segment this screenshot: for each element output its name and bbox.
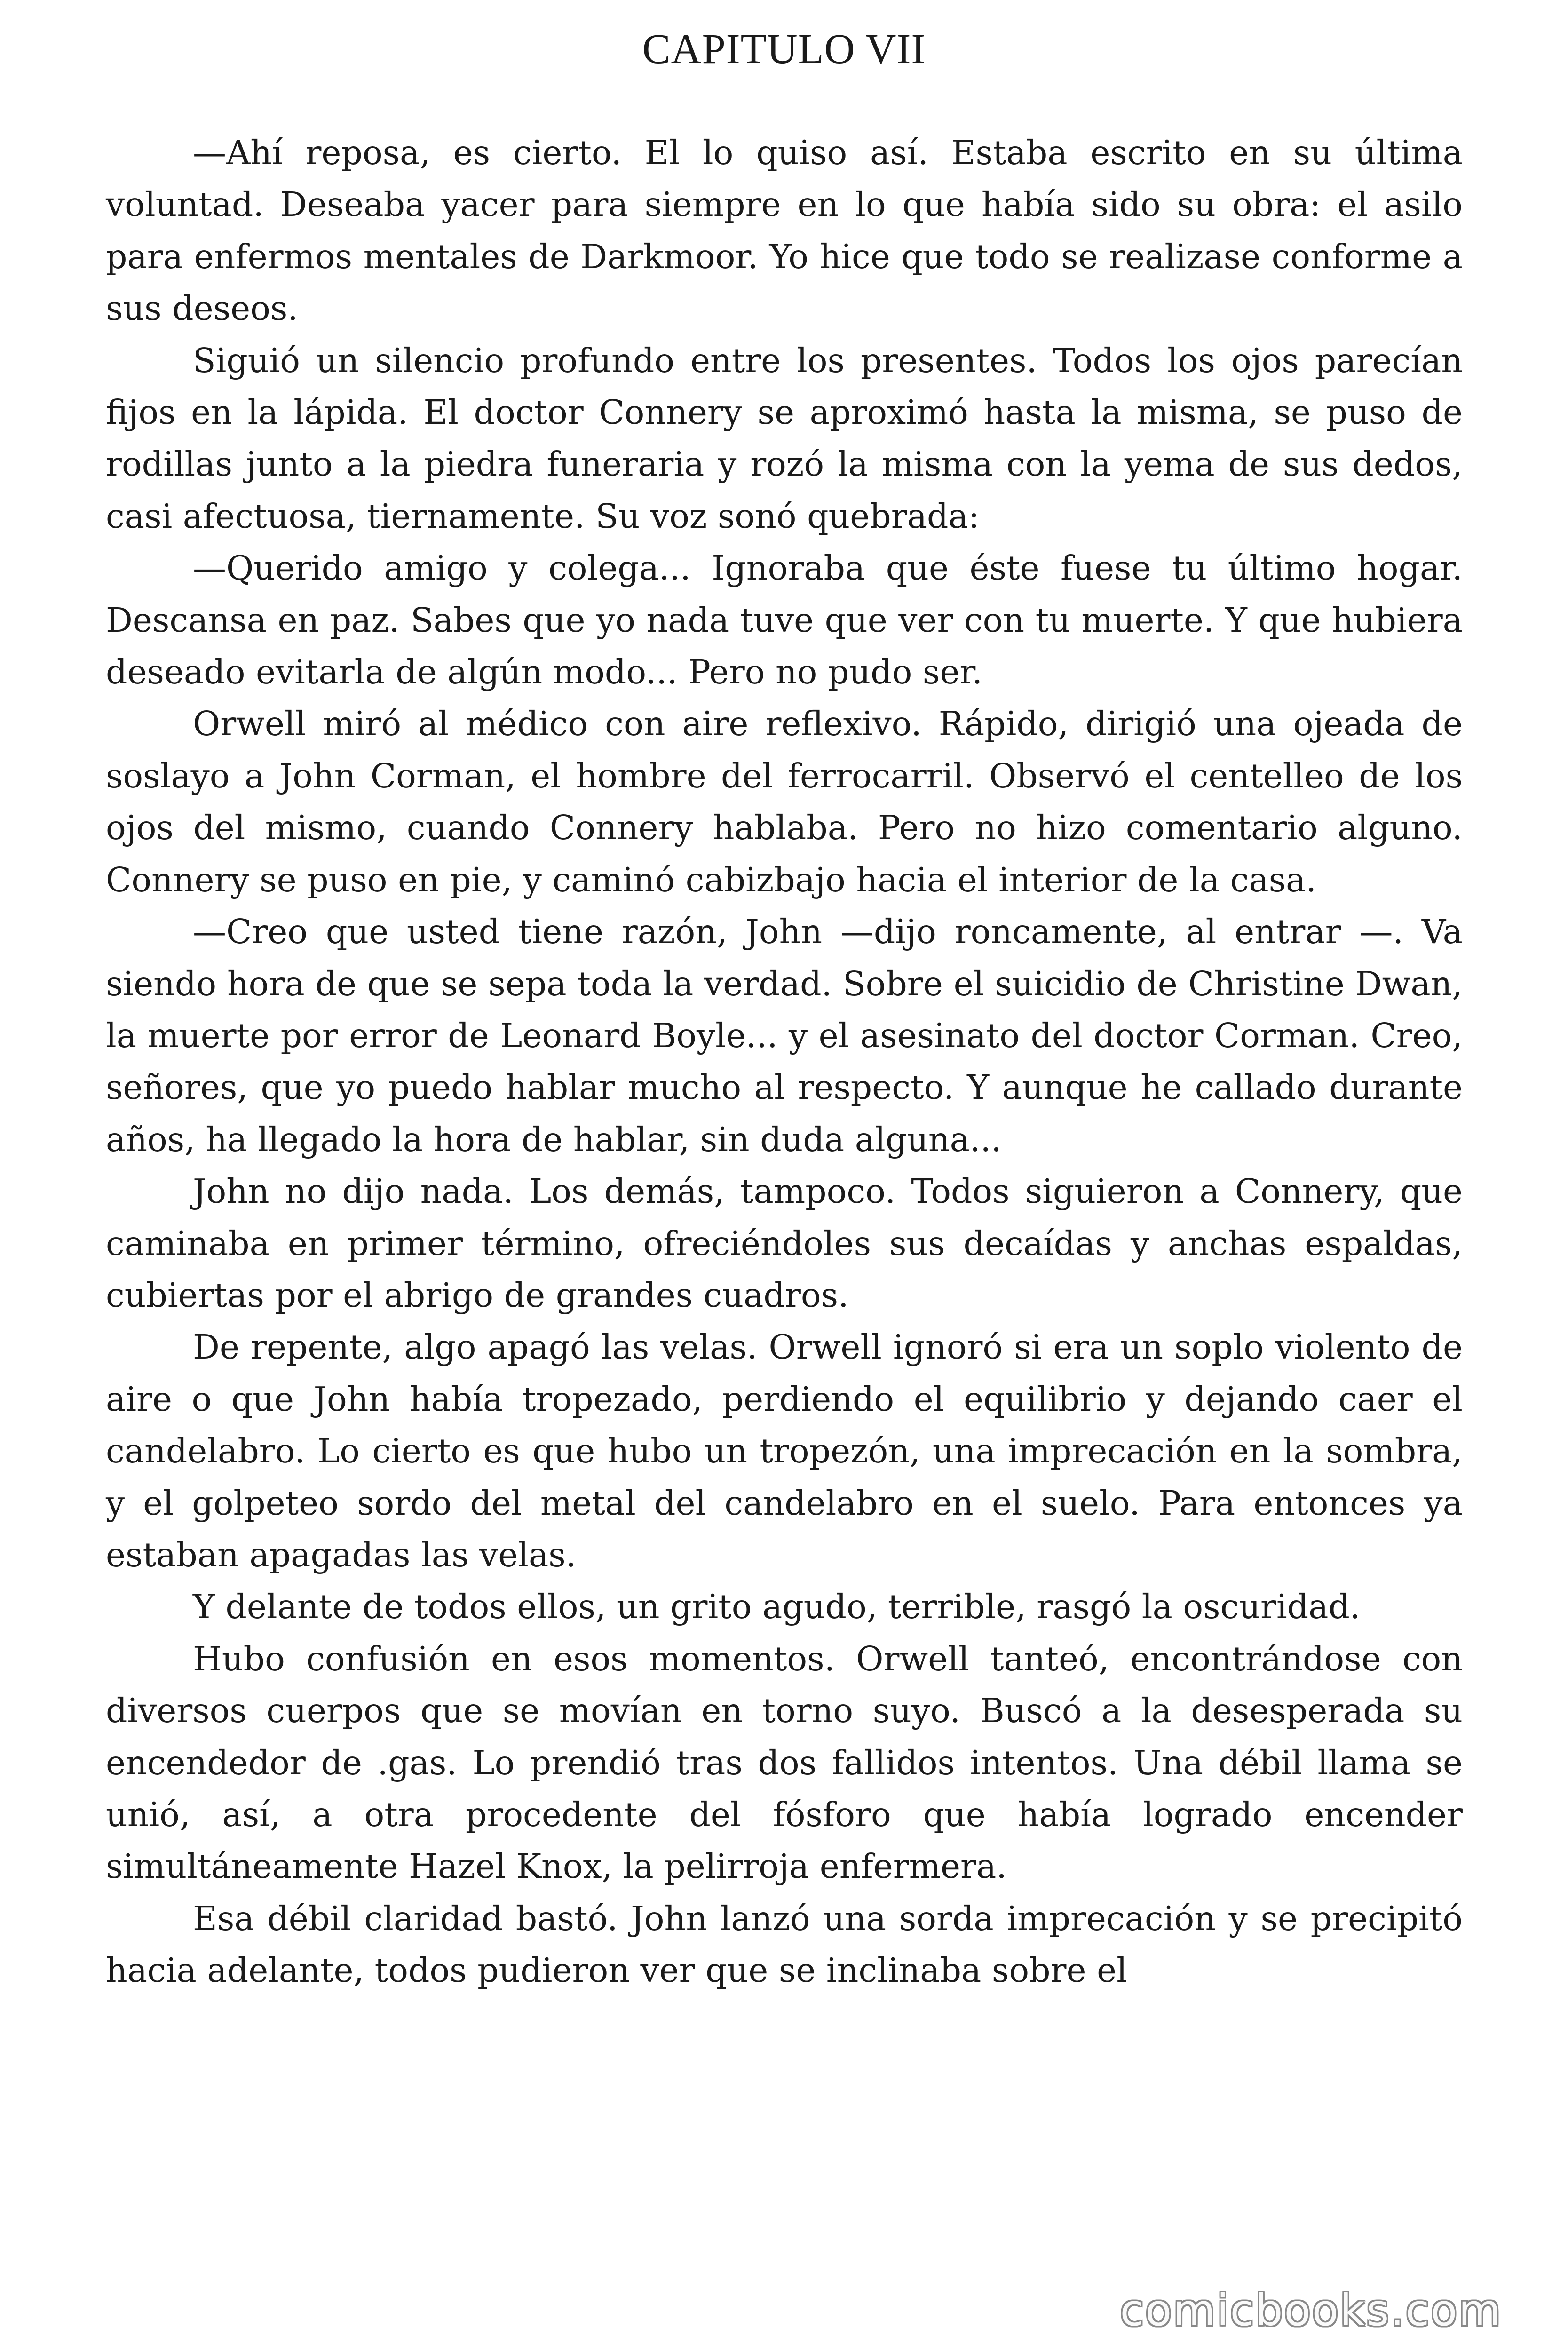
body-text: [106, 127, 1463, 1997]
watermark-logo: comicbooks.com: [1120, 2285, 1502, 2336]
paragraph: Esa débil claridad bastó. John lanzó una sorda imprecación y se precipitó hacia adelante, todos pudieron ver que se inclinaba sobre el: [106, 1899, 1463, 1990]
paragraph: De repente, algo apagó las velas. Orwell ignoró si era un soplo violento de aire o que John había tropezado, perdiendo el equilibrio y dejando caer el candelabro. Lo cierto es que hubo un tropezón, una imprecación en la sombra, y el golpeteo sordo del metal del candelabro en el suelo. Para entonces ya estaban apagadas las velas.: [106, 1327, 1463, 1574]
paragraph: Hubo confusión en esos momentos. Orwell tanteó, encontrándose con diversos cuerpos que se movían en torno suyo. Buscó a la desesperada su encendedor de .gas. Lo prendió tras dos fallidos intentos. Una débil llama se unió, así, a otra procedente del fósforo que había logrado encender simultáneamente Hazel Knox, la pelirroja enfermera.: [106, 1639, 1463, 1886]
paragraph: Orwell miró al médico con aire reflexivo. Rápido, dirigió una ojeada de soslayo a John Corman, el hombre del ferrocarril. Observó el centelleo de los ojos del mismo, cuando Connery hablaba. Pero no hizo comentario alguno. Connery se puso en pie, y caminó cabizbajo hacia el interior de la casa.: [106, 704, 1463, 899]
paragraph: John no dijo nada. Los demás, tampoco. Todos siguieron a Connery, que caminaba en primer término, ofreciéndoles sus decaídas y anchas espaldas, cubiertas por el abrigo de grandes cuadros.: [106, 1172, 1463, 1315]
paragraph: —Creo que usted tiene razón, John —dijo roncamente, al entrar —. Va siendo hora de que se sepa toda la verdad. Sobre el suicidio de Christine Dwan, la muerte por error de Leonard Boyle... y el asesinato del doctor Corman. Creo, señores, que yo puedo hablar mucho al respecto. Y aunque he callado durante años, ha llegado la hora de hablar, sin duda alguna...: [106, 912, 1463, 1159]
paragraph: Y delante de todos ellos, un grito agudo, terrible, rasgó la oscuridad.: [193, 1587, 1361, 1627]
paragraph: —Ahí reposa, es cierto. El lo quiso así. Estaba escrito en su última voluntad. Deseaba yacer para siempre en lo que había sido su obra: el asilo para enfermos mentales de Darkmoor. Yo hice que todo se realizase conforme a sus deseos.: [106, 133, 1463, 328]
paragraph: Siguió un silencio profundo entre los presentes. Todos los ojos parecían fijos en la lápida. El doctor Connery se aproximó hasta la misma, se puso de rodillas junto a la piedra funeraria y rozó la misma con la yema de sus dedos, casi afectuosa, tiernamente. Su voz sonó quebrada:: [106, 341, 1463, 536]
paragraph: —Querido amigo y colega... Ignoraba que éste fuese tu último hogar. Descansa en paz. Sabes que yo nada tuve que ver con tu muerte. Y que hubiera deseado evitarla de algún modo... Pero no pudo ser.: [106, 548, 1463, 692]
chapter-title: CAPITULO VII: [642, 26, 926, 72]
